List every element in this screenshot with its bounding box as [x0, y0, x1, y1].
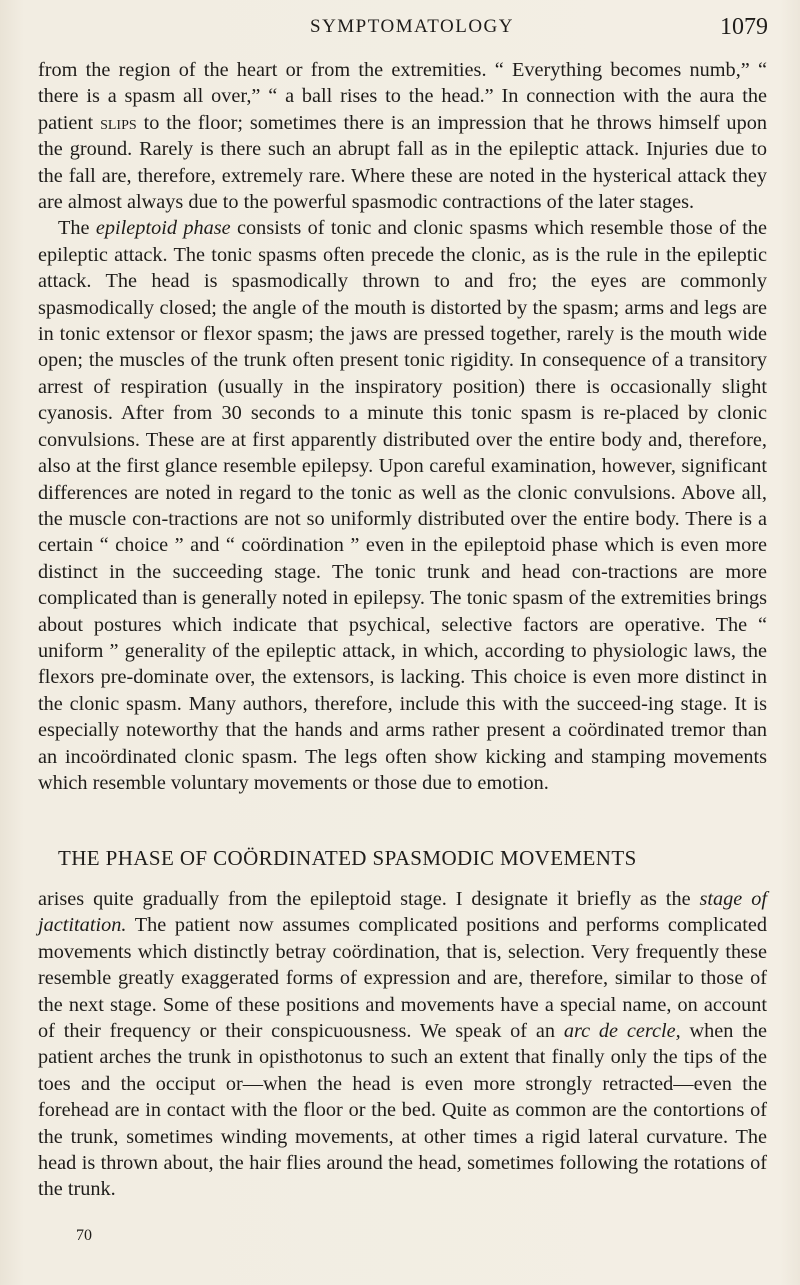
paragraph-jactitation-part1: arises quite gradually from the epileptoid stage. I designate it briefly as the — [38, 888, 700, 910]
paragraph-aura-part1: from the region of the heart or from the extremities. “ Everything becomes numb,” “ there is a spasm all over,” “ a ball rises to the head.” In connection with the aura the patient — [38, 59, 767, 134]
page-number: 1079 — [720, 14, 768, 40]
section-heading: THE PHASE OF COÖRDINATED SPASMODIC MOVEMENTS — [58, 846, 637, 870]
arc-de-cercle-term: arc de cercle, — [563, 1020, 681, 1043]
signature-mark: 70 — [76, 1227, 92, 1244]
running-title: SYMPTOMATOLOGY — [310, 16, 514, 37]
paragraph-jactitation-part2: The patient now assumes complicated positions and performs complicated movements which distinctly betray coördination, that is, selection. Very frequently these resemble greatly exaggerated forms of expression and are, therefore, similar to those of the next stage. Some of these positions and movements have a special name, on account of their frequency or their conspicuousness. We speak of an — [38, 914, 767, 1043]
section-text-block — [38, 886, 767, 1203]
paragraph-jactitation — [38, 886, 767, 1203]
stage-of-jactitation-term: stage of jactitation. — [38, 888, 767, 937]
paragraph-epileptoid-text: consists of tonic and clonic spasms which resemble those of the epileptic attack. The tonic spasms often precede the clonic, as is the rule in the epileptic attack. The head is spasmodically thrown to and fro; the eyes are commonly spasmodically closed; the angle of the mouth is distorted by the spasm; arms and legs are in tonic extensor or flexor spasm; the jaws are pressed together, rarely is the mouth wide open; the muscles of the trunk often present tonic rigidity. In consequence of a transitory arrest of respiration (usually in the inspiratory position) there is occasionally slight cyanosis. After from 30 seconds to a minute this tonic spasm is re-placed by clonic convulsions. These are at first apparently distributed over the entire body and, therefore, also at the first glance resemble epilepsy. Upon careful examination, however, significant differences are noted in regard to the tonic as well as the clonic convulsions. Above all, the muscle con-tractions are not so uniformly distributed over the entire body. There is a certain “ choice ” and “ coördination ” even in the epileptoid phase which is even more distinct in the succeeding stage. The tonic trunk and head con-tractions are more complicated than is generally noted in epilepsy. The tonic spasm of the extremities brings about postures which indicate that psychical, selective factors are operative. The “ uniform ” generality of the epileptic attack, in which, according to physiologic laws, the flexors pre-dominate over, the extensors, is lacking. This choice is even more distinct in the clonic spasm. Many authors, therefore, include this with the succeed-ing stage. It is especially noteworthy that the hands and arms rather present a coördinated tremor than an incoördinated clonic spasm. The legs often show kicking and stamping movements which resemble voluntary movements or those due to emotion. — [38, 217, 767, 794]
epileptoid-phase-term: epileptoid phase — [95, 217, 231, 240]
paragraph-epileptoid — [38, 215, 767, 796]
paragraph-aura — [38, 57, 767, 215]
body-text-block — [38, 57, 767, 796]
running-head — [40, 14, 768, 44]
paragraph-jactitation-part3: when the patient arches the trunk in opisthotonus to such an extent that finally only the tips of the toes and the occiput or—when the head is even more strongly retracted—even the forehead are in contact with the floor or the bed. Quite as common are the contortions of the trunk, sometimes winding movements, at other times a rigid lateral curvature. The head is thrown about, the hair flies around the head, sometimes following the rotations of the trunk. — [38, 1020, 767, 1201]
paragraph-epileptoid-lead: The — [58, 217, 96, 240]
paragraph-aura-part2: to the floor; sometimes there is an impression that he throws himself upon the ground. Rarely is there such an abrupt fall as in the epileptic attack. Injuries due to the fall are, therefore, extremely rare. Where these are noted in the hysterical attack they are almost always due to the powerful spasmodic contractions of the later stages. — [38, 111, 767, 214]
slips-smallcaps: slips — [100, 111, 137, 134]
